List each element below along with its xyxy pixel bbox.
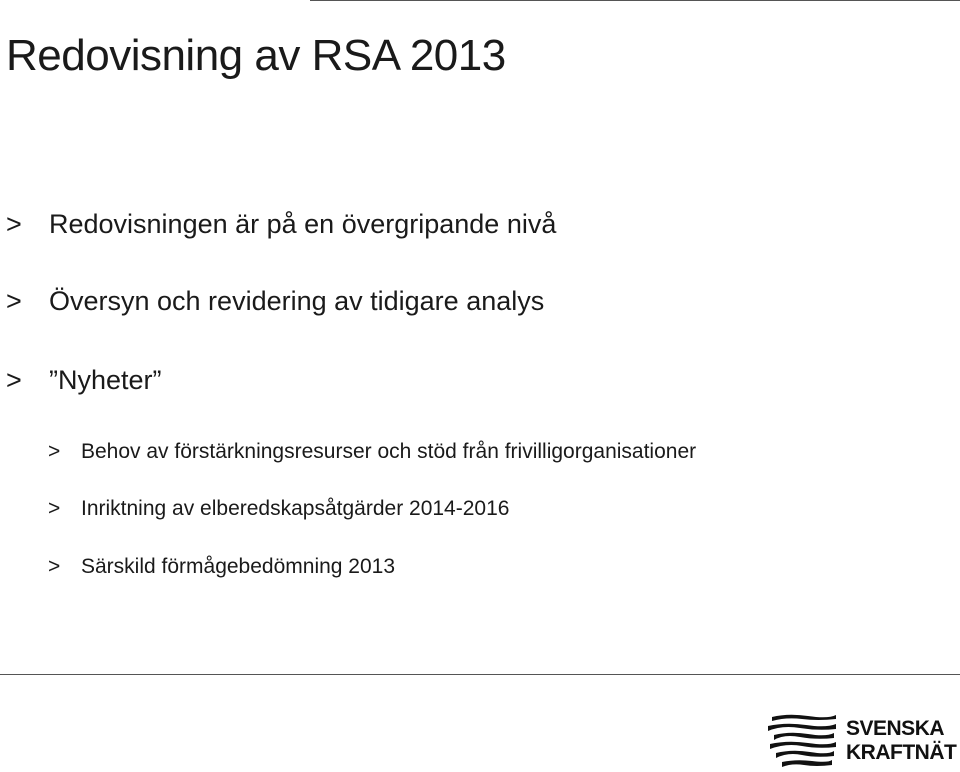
sub-bullet-text: Behov av förstärkningsresurser och stöd från frivilligorganisationer — [81, 440, 697, 463]
logo-wordmark — [846, 717, 956, 765]
bullet-text: ”Nyheter” — [49, 365, 162, 395]
wave-stripes-icon — [768, 713, 838, 769]
slide-title: Redovisning av RSA 2013 — [6, 31, 506, 80]
bullet-text: Redovisningen är på en övergripande nivå — [49, 209, 557, 239]
sub-bullet-marker: > — [48, 555, 61, 578]
bullet-marker: > — [6, 365, 22, 395]
logo-line-2: KRAFTNÄT — [846, 741, 957, 764]
logo-line-1: SVENSKA — [846, 717, 945, 740]
top-divider — [310, 0, 960, 1]
bullet-marker: > — [6, 286, 22, 316]
bottom-divider — [0, 674, 960, 675]
sub-bullet-marker: > — [48, 497, 61, 520]
bullet-text: Översyn och revidering av tidigare analys — [49, 286, 545, 316]
bullet-marker: > — [6, 209, 22, 239]
svenska-kraftnat-logo — [768, 713, 958, 769]
sub-bullet-text: Särskild förmågebedömning 2013 — [81, 555, 396, 578]
sub-bullet-text: Inriktning av elberedskapsåtgärder 2014-2016 — [81, 497, 510, 520]
sub-bullet-marker: > — [48, 440, 61, 463]
